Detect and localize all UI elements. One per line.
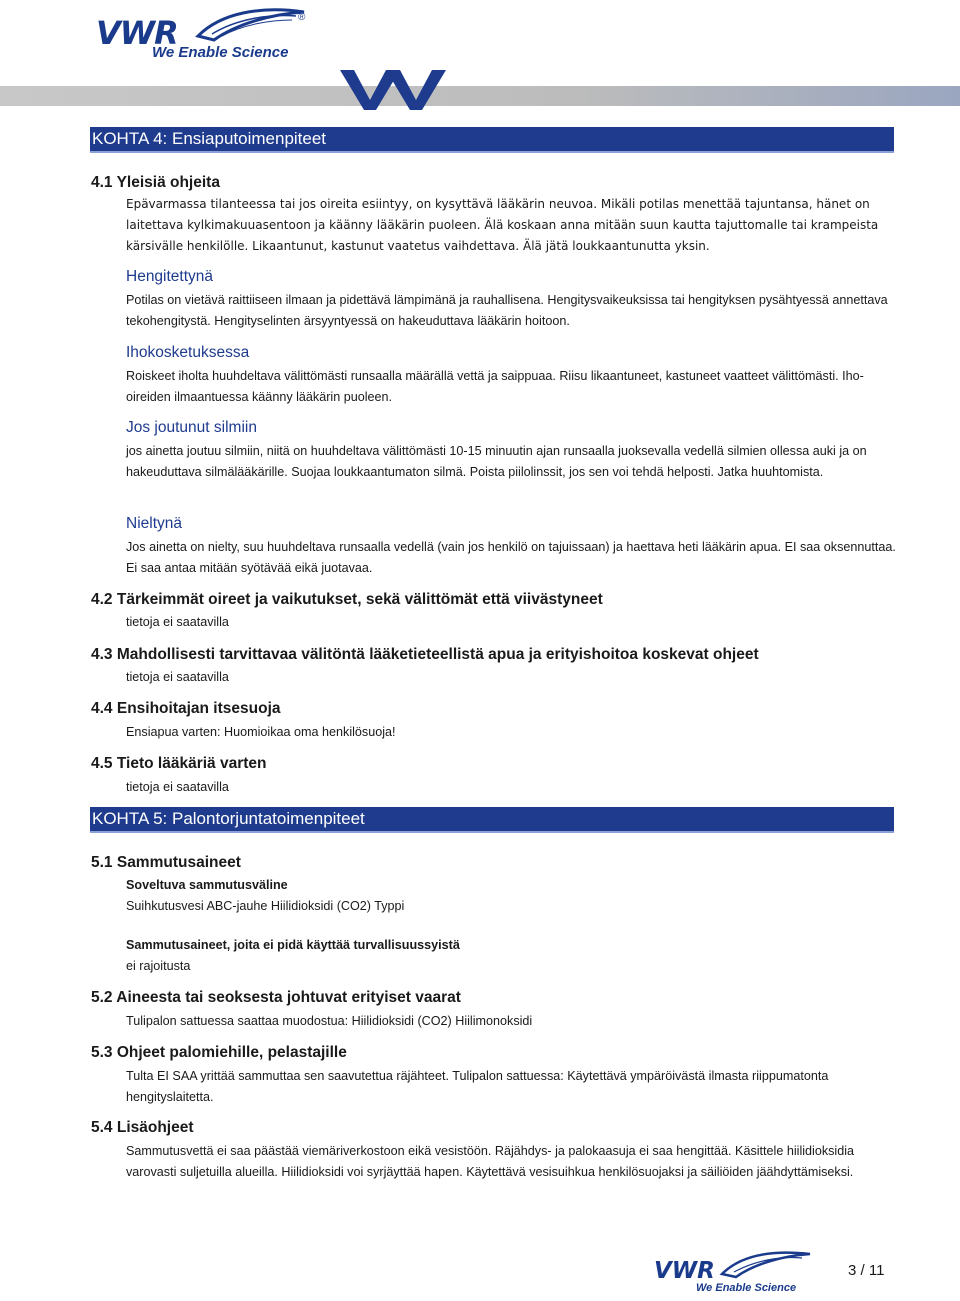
heading-4-5: 4.5 Tieto lääkäriä varten	[91, 755, 267, 772]
heading-eyes: Jos joutunut silmiin	[126, 419, 257, 436]
label-suitable-media: Soveltuva sammutusväline	[126, 878, 288, 892]
text-4-2: tietoja ei saatavilla	[126, 615, 229, 629]
footer-vwr-logo	[654, 1250, 814, 1296]
heading-5-2: 5.2 Aineesta tai seoksesta johtuvat erityiset vaarat	[91, 989, 461, 1006]
text-4-1: Epävarmassa tilanteessa tai jos oireita esiintyy, on kysyttävä lääkärin neuvoa. Mikäli potilas menettää tajuntansa, hänet on laitettava kylkimakuuasentoon ja käänny lääkärin puoleen. Älä koskaan anna mitään suun kautta tajuttomalle tai krampeista kärsivälle henkilölle. Likaantunut, kastunut vaatetus vaihdettava. Älä jätä loukkaantunutta yksin.	[126, 197, 879, 253]
text-4-5: tietoja ei saatavilla	[126, 780, 229, 794]
heading-5-3: 5.3 Ohjeet palomiehille, pelastajille	[91, 1044, 347, 1061]
text-inhalation: Potilas on vietävä raittiiseen ilmaan ja pidettävä lämpimänä ja rauhallisena. Hengitysvaikeuksissa tai hengityksen pysähtyessä annettava tekohengitystä. Hengityselinten ärsyyntyessä on hakeuduttava lääkärin hoitoon.	[126, 293, 888, 328]
footer-logo-wordmark: VWR	[654, 1258, 715, 1284]
heading-4-3: 4.3 Mahdollisesti tarvittavaa välitöntä lääketieteellistä apua ja erityishoitoa koskevat ohjeet	[91, 646, 759, 663]
text-eyes: jos ainetta joutuu silmiin, niitä on huuhdeltava välittömästi 10-15 minuutin ajan runsaalla juoksevalla vedellä silmien ollessa auki ja on hakeuduttava silmälääkärille. Suojaa loukkaantumaton silmä. Poista piilolinssit, jos sen voi tehdä helposti. Jatka huuhtomista.	[126, 444, 867, 479]
footer-leaf-swoosh-icon	[718, 1250, 814, 1280]
text-unsuitable-media: ei rajoitusta	[126, 959, 191, 973]
section-5-title: KOHTA 5: Palontorjuntatoimenpiteet	[92, 809, 365, 828]
heading-4-1: 4.1 Yleisiä ohjeita	[91, 174, 220, 191]
section-5-header	[90, 807, 894, 833]
header-band	[0, 86, 960, 106]
text-5-4: Sammutusvettä ei saa päästää viemäriverkostoon eikä vesistöön. Räjähdys- ja palokaasuja ei saa hengittää. Käsittele hiilidioksidia varovasti suljetuilla alueilla. Hiilidioksidi voi syrjäyttää hapen. Käytettävä vesisuihkua henkilösuojaksi ja säiliöiden jäähdyttämiseksi.	[126, 1144, 855, 1179]
text-suitable-media: Suihkutusvesi ABC-jauhe Hiilidioksidi (CO2) Typpi	[126, 899, 405, 913]
label-unsuitable-media: Sammutusaineet, joita ei pidä käyttää turvallisuussyistä	[126, 938, 460, 952]
page-number: 3 / 11	[848, 1262, 885, 1279]
heading-5-1: 5.1 Sammutusaineet	[91, 854, 241, 871]
heading-5-4: 5.4 Lisäohjeet	[91, 1119, 194, 1136]
text-5-2: Tulipalon sattuessa saattaa muodostua: Hiilidioksidi (CO2) Hiilimonoksidi	[126, 1014, 533, 1028]
registered-mark: ®	[298, 12, 306, 23]
text-skin: Roiskeet iholta huuhdeltava välittömästi runsaalla määrällä vettä ja saippuaa. Riisu likaantuneet, kastuneet vaatteet välittömästi. Iho-oireiden ilmaantuessa käänny lääkärin puoleen.	[126, 369, 864, 404]
heading-inhalation: Hengitettynä	[126, 268, 214, 285]
heading-4-2: 4.2 Tärkeimmät oireet ja vaikutukset, sekä välittömät että viivästyneet	[91, 591, 603, 608]
text-ingestion: Jos ainetta on nielty, suu huuhdeltava runsaalla vedellä (vain jos henkilö on tajuissaan) ja haettava heti lääkärin apua. EI saa oksennuttaa. Ei saa antaa mitään syötävää eikä juotavaa.	[126, 540, 896, 575]
logo-wordmark: VWR	[96, 14, 178, 52]
text-5-3: Tulta EI SAA yrittää sammuttaa sen saavutettua räjähteet. Tulipalon sattuessa: Käytettävä ympäröivästä ilmasta riippumatonta hengityslaitetta.	[126, 1069, 829, 1104]
footer-logo-tagline: We Enable Science	[696, 1282, 797, 1294]
logo-tagline: We Enable Science	[152, 44, 289, 61]
header-chevron-graphic	[330, 70, 460, 110]
leaf-swoosh-icon	[192, 6, 312, 46]
heading-skin: Ihokosketuksessa	[126, 344, 250, 361]
heading-ingestion: Nieltynä	[126, 515, 182, 532]
section-4-header	[90, 127, 894, 153]
section-4-title: KOHTA 4: Ensiaputoimenpiteet	[92, 129, 327, 148]
text-4-3: tietoja ei saatavilla	[126, 670, 229, 684]
vwr-logo	[96, 6, 316, 64]
text-4-4: Ensiapua varten: Huomioikaa oma henkilösuoja!	[126, 725, 396, 739]
heading-4-4: 4.4 Ensihoitajan itsesuoja	[91, 700, 281, 717]
